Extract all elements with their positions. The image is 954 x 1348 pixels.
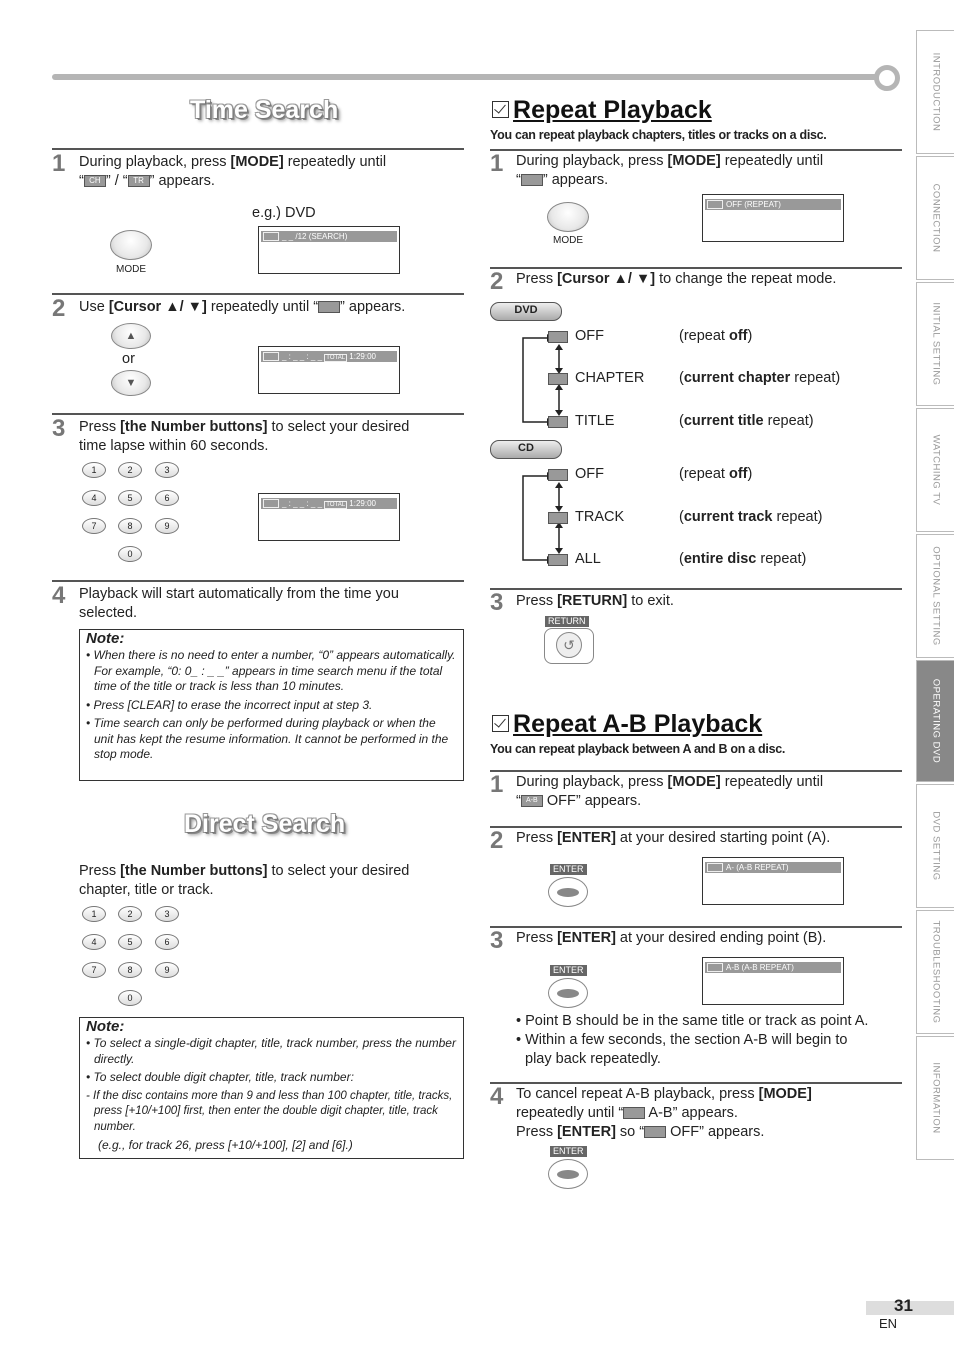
clock-icon — [263, 352, 279, 361]
language-label: EN — [879, 1316, 898, 1331]
note-item: (e.g., for track 26, press [+10/+100], [2] and [6].) — [98, 1138, 353, 1152]
return-label: RETURN — [545, 616, 589, 627]
direct-search-title: Direct Search — [184, 810, 346, 838]
mode-desc: (current title repeat) — [679, 413, 814, 429]
tab-troubleshooting[interactable]: TROUBLESHOOTING — [916, 910, 954, 1034]
cd-badge: CD — [490, 440, 562, 459]
step-number: 4 — [490, 1083, 504, 1110]
bullet-item: play back repeatedly. — [525, 1051, 661, 1067]
number-key: 1 — [82, 462, 106, 478]
mode-desc: (repeat off) — [679, 466, 753, 482]
tab-information[interactable]: INFORMATION — [916, 1036, 954, 1160]
return-button-icon: ↺ — [544, 628, 594, 664]
repeat-ab-step1-text: During playback, press [MODE] repeatedly until “ A-B OFF” appears. — [516, 774, 824, 809]
mode-desc: (current chapter repeat) — [679, 370, 841, 386]
repeat-ab-heading — [492, 710, 762, 739]
mode-name: TITLE — [575, 413, 615, 429]
repeat-icon — [548, 469, 568, 481]
enter-button-icon — [548, 1159, 588, 1189]
time-search-step1-text: During playback, press [MODE] repeatedly until “ CH ” / “ TR ” appears. — [79, 154, 387, 189]
number-key: 6 — [155, 934, 179, 950]
divider — [490, 1082, 902, 1084]
osd-screen: _ : _ _ : _ _ TOTAL 1:29:00 — [258, 493, 400, 541]
divider — [490, 926, 902, 928]
tab-dvd-setting[interactable]: DVD SETTING — [916, 784, 954, 908]
enter-button-icon — [548, 877, 588, 907]
repeat-ab-step3-text: Press [ENTER] at your desired ending point (B). — [516, 930, 827, 946]
note-title: Note: — [86, 1018, 125, 1035]
repeat-chapter-icon — [548, 373, 568, 385]
dvd-badge: DVD — [490, 302, 562, 321]
step-number: 4 — [52, 582, 66, 609]
mode-button-icon — [110, 230, 152, 260]
number-key: 8 — [118, 962, 142, 978]
ab-icon: A-B — [521, 795, 543, 807]
repeat-track-icon — [548, 512, 568, 524]
number-key: 3 — [155, 462, 179, 478]
tab-connection[interactable]: CONNECTION — [916, 156, 954, 280]
repeat-ab-step4-text: To cancel repeat A-B playback, press [MODE] repeatedly until “ A-B” appears. Press [ENTER] so “ OFF” appears. — [516, 1086, 812, 1140]
divider — [490, 826, 902, 828]
repeat-ab-step2-text: Press [ENTER] at your desired starting point (A). — [516, 830, 831, 846]
header-circle — [874, 65, 900, 91]
number-keypad — [82, 906, 192, 1010]
checkbox-icon — [492, 101, 509, 118]
mode-name: TRACK — [575, 509, 625, 525]
or-label: or — [122, 351, 135, 367]
divider — [490, 588, 902, 590]
repeat-title-icon — [548, 416, 568, 428]
bullet-item: • Point B should be in the same title or track as point A. — [516, 1013, 869, 1029]
ch-icon — [263, 232, 279, 241]
note-item: • To select double digit chapter, title, track number: — [86, 1070, 354, 1084]
step-number: 3 — [52, 415, 66, 442]
tr-icon: TR — [128, 175, 150, 187]
tab-introduction[interactable]: INTRODUCTION — [916, 30, 954, 154]
repeat-playback-heading — [492, 96, 712, 125]
osd-screen: OFF (REPEAT) — [702, 194, 844, 242]
number-key: 2 — [118, 906, 142, 922]
mode-desc: (entire disc repeat) — [679, 551, 807, 567]
tab-optional-setting[interactable]: OPTIONAL SETTING — [916, 534, 954, 658]
mode-name: ALL — [575, 551, 601, 567]
repeat-playback-title: Repeat Playback — [513, 96, 712, 124]
mode-label: MODE — [116, 264, 146, 275]
ch-icon: CH — [84, 175, 106, 187]
divider — [490, 267, 902, 269]
mode-button-icon — [547, 202, 589, 232]
number-key: 0 — [118, 546, 142, 562]
note-item: • To select a single-digit chapter, title, track number, press the number directly. — [86, 1036, 456, 1066]
time-search-step4-text: Playback will start automatically from the time you selected. — [79, 586, 399, 621]
number-key: 6 — [155, 490, 179, 506]
note-item: • Time search can only be performed during playback or when the unit has kept the resume information. It cannot be performed in the stop mode. — [86, 716, 449, 761]
osd-screen: _ _ /12 (SEARCH) — [258, 226, 400, 274]
number-key: 8 — [118, 518, 142, 534]
divider — [52, 148, 464, 150]
repeat-all-icon — [548, 554, 568, 566]
repeat-ab-title: Repeat A-B Playback — [513, 710, 763, 738]
step-number: 2 — [490, 827, 504, 854]
number-keypad — [82, 462, 192, 566]
time-search-note — [79, 629, 464, 781]
example-label: e.g.) DVD — [252, 205, 316, 221]
enter-button-icon — [548, 978, 588, 1008]
number-key: 4 — [82, 934, 106, 950]
number-key: 7 — [82, 962, 106, 978]
mode-name: OFF — [575, 328, 604, 344]
clock-icon — [263, 499, 279, 508]
number-key: 7 — [82, 518, 106, 534]
step-number: 1 — [52, 150, 66, 177]
step-number: 2 — [52, 295, 66, 322]
number-key: 5 — [118, 490, 142, 506]
direct-search-note — [79, 1017, 464, 1159]
step-number: 1 — [490, 150, 504, 177]
osd-screen: A-B (A-B REPEAT) — [702, 957, 844, 1005]
repeat-ab-subtitle: You can repeat playback between A and B on a disc. — [490, 742, 786, 756]
tab-initial-setting[interactable]: INITIAL SETTING — [916, 282, 954, 406]
cursor-up-button-icon: ▲ — [111, 323, 151, 349]
number-key: 5 — [118, 934, 142, 950]
divider — [490, 149, 902, 151]
time-search-step2-text: Use [Cursor ▲/ ▼] repeatedly until “ ” appears. — [79, 299, 406, 315]
repeat-icon — [707, 200, 723, 209]
repeat-subtitle: You can repeat playback chapters, titles or tracks on a disc. — [490, 128, 827, 142]
ab-icon — [644, 1126, 666, 1138]
page-number: 31 — [894, 1296, 913, 1315]
step-number: 3 — [490, 927, 504, 954]
repeat-icon — [521, 174, 543, 186]
divider — [52, 580, 464, 582]
clock-icon — [318, 301, 340, 313]
number-key: 3 — [155, 906, 179, 922]
tab-watching-tv[interactable]: WATCHING TV — [916, 408, 954, 532]
enter-label: ENTER — [550, 864, 587, 875]
note-item: • Press [CLEAR] to erase the incorrect input at step 3. — [86, 697, 373, 712]
note-item: • When there is no need to enter a number, “0” appears automatically. For example, “0: 0_ : _ _” appears in time search menu if the total time of the title or track is less than 10 minutes. — [86, 648, 456, 693]
number-key: 9 — [155, 518, 179, 534]
osd-screen: _ : _ _ : _ _ TOTAL 1:29:00 — [258, 346, 400, 394]
repeat-step1-text: During playback, press [MODE] repeatedly until “ ” appears. — [516, 153, 824, 188]
checkbox-icon — [492, 715, 509, 732]
cursor-down-button-icon: ▼ — [111, 370, 151, 396]
note-item: - If the disc contains more than 9 and less than 100 chapter, title, tracks, press [+10/+100] first, then enter the double digit chapter, title, track number. — [86, 1089, 453, 1133]
number-key: 2 — [118, 462, 142, 478]
time-search-title: Time Search — [190, 96, 339, 124]
number-key: 4 — [82, 490, 106, 506]
step-number: 3 — [490, 589, 504, 616]
header-bar — [52, 74, 892, 80]
ab-icon — [707, 963, 723, 972]
number-key: 0 — [118, 990, 142, 1006]
mode-name: OFF — [575, 466, 604, 482]
mode-desc: (repeat off) — [679, 328, 753, 344]
divider — [52, 293, 464, 295]
repeat-step2-text: Press [Cursor ▲/ ▼] to change the repeat mode. — [516, 271, 837, 287]
osd-screen: A- (A-B REPEAT) — [702, 857, 844, 905]
enter-label: ENTER — [550, 1146, 587, 1157]
repeat-ab-step3-bullets — [516, 1012, 911, 1069]
step-number: 2 — [490, 268, 504, 295]
step-number: 1 — [490, 771, 504, 798]
mode-name: CHAPTER — [575, 370, 645, 386]
number-key: 9 — [155, 962, 179, 978]
ab-icon — [707, 863, 723, 872]
divider — [490, 770, 902, 772]
mode-desc: (current track repeat) — [679, 509, 823, 525]
ab-icon — [623, 1107, 645, 1119]
bullet-item: • Within a few seconds, the section A-B will begin to — [516, 1032, 848, 1048]
direct-search-text: Press [the Number buttons] to select your desired chapter, title or track. — [79, 863, 410, 898]
mode-label: MODE — [553, 235, 583, 246]
enter-label: ENTER — [550, 965, 587, 976]
divider — [52, 413, 464, 415]
repeat-icon — [548, 331, 568, 343]
repeat-step3-text: Press [RETURN] to exit. — [516, 593, 674, 609]
tab-operating-dvd[interactable]: OPERATING DVD — [916, 660, 954, 782]
note-title: Note: — [86, 630, 125, 647]
time-search-step3-text: Press [the Number buttons] to select your desired time lapse within 60 seconds. — [79, 419, 410, 454]
number-key: 1 — [82, 906, 106, 922]
